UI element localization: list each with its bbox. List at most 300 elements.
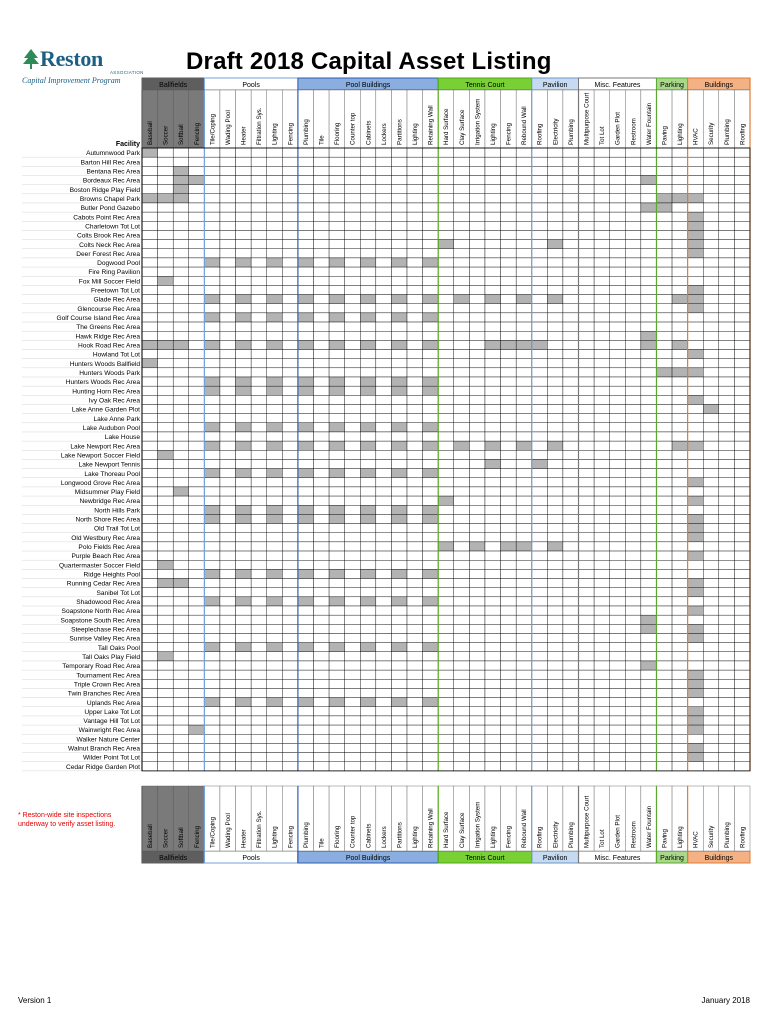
asset-cell [719, 322, 735, 331]
asset-cell [625, 285, 641, 294]
asset-cell [158, 743, 174, 752]
column-header: Paving [661, 829, 669, 848]
asset-cell [734, 542, 750, 551]
asset-cell [298, 762, 314, 771]
asset-cell [501, 221, 517, 230]
asset-cell [313, 377, 329, 386]
asset-cell [516, 505, 532, 514]
asset-cell [454, 514, 470, 523]
asset-cell [516, 240, 532, 249]
asset-cell [267, 249, 283, 258]
asset-cell [454, 423, 470, 432]
asset-cell [282, 258, 298, 267]
asset-cell [656, 533, 672, 542]
asset-cell [298, 267, 314, 276]
asset-cell [672, 487, 688, 496]
asset-cell [313, 725, 329, 734]
asset-cell [579, 569, 595, 578]
asset-cell [313, 524, 329, 533]
asset-cell [688, 157, 704, 166]
asset-cell [625, 762, 641, 771]
asset-cell [313, 588, 329, 597]
asset-cell [189, 404, 205, 413]
asset-cell [501, 450, 517, 459]
asset-cell [251, 194, 267, 203]
asset-cell [282, 221, 298, 230]
asset-cell [703, 679, 719, 688]
asset-cell [236, 560, 252, 569]
asset-cell [734, 606, 750, 615]
asset-cell [734, 643, 750, 652]
asset-cell [204, 212, 220, 221]
asset-cell [142, 688, 158, 697]
group-label: Ballfields [159, 82, 188, 89]
asset-cell [594, 533, 610, 542]
asset-cell [485, 386, 501, 395]
asset-cell [563, 716, 579, 725]
asset-cell [329, 313, 345, 322]
asset-cell [454, 652, 470, 661]
asset-cell [532, 753, 548, 762]
asset-cell [641, 175, 657, 184]
asset-cell [282, 240, 298, 249]
asset-cell [298, 212, 314, 221]
asset-cell [719, 249, 735, 258]
inspection-note: * Reston-wide site inspections underway to verify asset listing. [18, 812, 116, 828]
asset-cell [563, 258, 579, 267]
facility-name: Hunters Woods Park [79, 370, 140, 377]
asset-cell [345, 350, 361, 359]
asset-cell [236, 194, 252, 203]
column-header: Lockers [380, 123, 388, 145]
asset-cell [454, 221, 470, 230]
asset-cell [236, 441, 252, 450]
asset-cell [407, 386, 423, 395]
asset-cell [376, 240, 392, 249]
asset-cell [298, 524, 314, 533]
column-header: Water Fountain [645, 805, 653, 848]
asset-cell [236, 597, 252, 606]
asset-cell [516, 633, 532, 642]
asset-cell [158, 157, 174, 166]
asset-cell [672, 331, 688, 340]
column-header: Paving [661, 126, 669, 145]
asset-cell [641, 670, 657, 679]
asset-cell [454, 633, 470, 642]
asset-cell [703, 661, 719, 670]
column-header: Tile [318, 838, 326, 848]
asset-cell [641, 350, 657, 359]
asset-cell [251, 148, 267, 157]
asset-cell [594, 478, 610, 487]
column-header: Heater [240, 829, 248, 848]
asset-cell [641, 423, 657, 432]
asset-cell [594, 597, 610, 606]
asset-cell [734, 524, 750, 533]
asset-cell [423, 514, 439, 523]
asset-cell [173, 395, 189, 404]
asset-cell [579, 615, 595, 624]
asset-cell [547, 661, 563, 670]
column-header: Garden Plot [614, 111, 622, 145]
asset-cell [236, 249, 252, 258]
asset-cell [672, 404, 688, 413]
asset-cell [656, 496, 672, 505]
asset-cell [734, 359, 750, 368]
asset-cell [298, 249, 314, 258]
asset-cell [220, 478, 236, 487]
column-header: Softball [178, 827, 186, 848]
asset-cell [532, 395, 548, 404]
asset-cell [236, 762, 252, 771]
asset-cell [298, 624, 314, 633]
asset-cell [158, 679, 174, 688]
asset-cell [204, 377, 220, 386]
asset-cell [672, 670, 688, 679]
asset-cell [734, 624, 750, 633]
asset-cell [345, 331, 361, 340]
asset-cell [563, 395, 579, 404]
asset-cell [236, 743, 252, 752]
asset-cell [579, 469, 595, 478]
asset-cell [345, 404, 361, 413]
asset-cell [220, 258, 236, 267]
asset-cell [189, 166, 205, 175]
asset-cell [282, 212, 298, 221]
asset-cell [516, 157, 532, 166]
asset-cell [329, 725, 345, 734]
asset-cell [547, 194, 563, 203]
asset-cell [532, 185, 548, 194]
asset-cell [532, 652, 548, 661]
asset-cell [267, 707, 283, 716]
asset-cell [516, 579, 532, 588]
asset-cell [267, 597, 283, 606]
asset-cell [391, 524, 407, 533]
asset-cell [158, 148, 174, 157]
asset-cell [672, 423, 688, 432]
asset-cell [532, 441, 548, 450]
facility-name: Walker Nature Center [76, 736, 140, 744]
asset-cell [547, 432, 563, 441]
asset-cell [360, 514, 376, 523]
asset-cell [454, 240, 470, 249]
asset-cell [656, 185, 672, 194]
asset-cell [625, 331, 641, 340]
asset-cell [516, 615, 532, 624]
asset-cell [532, 221, 548, 230]
asset-cell [656, 688, 672, 697]
asset-cell [454, 588, 470, 597]
asset-cell [282, 661, 298, 670]
asset-cell [391, 285, 407, 294]
asset-cell [641, 404, 657, 413]
asset-cell [407, 624, 423, 633]
asset-cell [563, 304, 579, 313]
asset-cell [516, 643, 532, 652]
asset-cell [672, 313, 688, 322]
asset-cell [579, 432, 595, 441]
facility-name: Howland Tot Lot [92, 351, 140, 359]
asset-cell [267, 643, 283, 652]
asset-cell [204, 459, 220, 468]
asset-cell [345, 230, 361, 239]
asset-cell [516, 331, 532, 340]
asset-cell [438, 386, 454, 395]
asset-cell [703, 285, 719, 294]
asset-cell [454, 569, 470, 578]
asset-cell [656, 624, 672, 633]
asset-cell [298, 588, 314, 597]
facility-name: Colts Neck Rec Area [79, 241, 140, 249]
asset-cell [142, 203, 158, 212]
facility-name: Freetown Tot Lot [91, 287, 140, 295]
asset-cell [236, 588, 252, 597]
asset-cell [719, 560, 735, 569]
facility-name: Cabots Point Rec Area [73, 214, 140, 222]
asset-cell [204, 633, 220, 642]
asset-cell [734, 496, 750, 505]
asset-cell [251, 185, 267, 194]
asset-cell [376, 230, 392, 239]
asset-cell [610, 487, 626, 496]
asset-cell [719, 624, 735, 633]
asset-cell [282, 432, 298, 441]
asset-cell [501, 203, 517, 212]
asset-cell [625, 441, 641, 450]
asset-cell [625, 230, 641, 239]
asset-cell [672, 716, 688, 725]
column-header: Cabinets [365, 120, 373, 145]
asset-cell [438, 304, 454, 313]
asset-cell [625, 157, 641, 166]
asset-cell [158, 469, 174, 478]
asset-cell [625, 606, 641, 615]
asset-cell [173, 524, 189, 533]
asset-cell [656, 560, 672, 569]
asset-cell [313, 166, 329, 175]
asset-cell [688, 762, 704, 771]
asset-cell [719, 743, 735, 752]
asset-cell [438, 698, 454, 707]
asset-cell [625, 267, 641, 276]
asset-cell [563, 505, 579, 514]
asset-cell [703, 615, 719, 624]
asset-cell [329, 469, 345, 478]
asset-cell [547, 579, 563, 588]
asset-cell [267, 267, 283, 276]
asset-cell [610, 203, 626, 212]
asset-cell [236, 166, 252, 175]
asset-cell [703, 350, 719, 359]
asset-cell [204, 753, 220, 762]
facility-name: Ridge Heights Pool [83, 571, 140, 579]
asset-cell [454, 478, 470, 487]
asset-cell [267, 560, 283, 569]
asset-cell [282, 441, 298, 450]
asset-cell [236, 212, 252, 221]
asset-cell [734, 249, 750, 258]
asset-cell [438, 688, 454, 697]
asset-cell [423, 157, 439, 166]
asset-cell [360, 560, 376, 569]
asset-cell [672, 496, 688, 505]
asset-cell [656, 441, 672, 450]
asset-cell [236, 230, 252, 239]
asset-cell [703, 469, 719, 478]
asset-cell [563, 633, 579, 642]
asset-cell [734, 386, 750, 395]
asset-cell [142, 450, 158, 459]
asset-cell [469, 258, 485, 267]
asset-cell [391, 762, 407, 771]
asset-cell [267, 487, 283, 496]
asset-cell [360, 340, 376, 349]
asset-cell [501, 707, 517, 716]
asset-cell [282, 313, 298, 322]
asset-cell [423, 734, 439, 743]
asset-cell [267, 423, 283, 432]
asset-cell [656, 423, 672, 432]
asset-cell [391, 203, 407, 212]
asset-cell [329, 157, 345, 166]
asset-cell [438, 212, 454, 221]
asset-cell [360, 249, 376, 258]
asset-cell [204, 157, 220, 166]
asset-cell [204, 496, 220, 505]
asset-cell [625, 588, 641, 597]
asset-cell [516, 514, 532, 523]
asset-cell [672, 304, 688, 313]
asset-cell [579, 404, 595, 413]
asset-cell [625, 753, 641, 762]
asset-cell [454, 340, 470, 349]
asset-cell [516, 606, 532, 615]
asset-cell [625, 212, 641, 221]
asset-cell [454, 505, 470, 514]
asset-cell [656, 386, 672, 395]
facility-name: Old Trail Tot Lot [93, 525, 140, 533]
facility-name: North Shore Rec Area [75, 516, 140, 524]
asset-cell [220, 148, 236, 157]
asset-cell [173, 670, 189, 679]
asset-cell [376, 569, 392, 578]
asset-cell [423, 249, 439, 258]
asset-cell [173, 743, 189, 752]
asset-cell [158, 221, 174, 230]
asset-cell [563, 157, 579, 166]
asset-cell [594, 569, 610, 578]
asset-cell [610, 533, 626, 542]
asset-cell [516, 249, 532, 258]
asset-cell [220, 753, 236, 762]
asset-cell [345, 340, 361, 349]
asset-cell [313, 258, 329, 267]
asset-cell [688, 588, 704, 597]
asset-cell [688, 368, 704, 377]
asset-cell [485, 175, 501, 184]
asset-cell [376, 414, 392, 423]
asset-cell [189, 258, 205, 267]
asset-cell [298, 258, 314, 267]
asset-cell [267, 670, 283, 679]
asset-cell [298, 285, 314, 294]
asset-cell [438, 633, 454, 642]
asset-cell [423, 175, 439, 184]
asset-cell [158, 359, 174, 368]
asset-cell [313, 716, 329, 725]
asset-cell [204, 579, 220, 588]
asset-cell [376, 166, 392, 175]
asset-cell [376, 276, 392, 285]
asset-cell [579, 652, 595, 661]
asset-cell [438, 322, 454, 331]
asset-cell [220, 698, 236, 707]
asset-cell [142, 295, 158, 304]
asset-cell [703, 478, 719, 487]
asset-cell [329, 304, 345, 313]
asset-cell [360, 643, 376, 652]
asset-cell [423, 505, 439, 514]
asset-cell [313, 331, 329, 340]
asset-cell [423, 624, 439, 633]
asset-cell [485, 588, 501, 597]
asset-cell [173, 698, 189, 707]
asset-cell [563, 276, 579, 285]
asset-cell [267, 716, 283, 725]
asset-cell [173, 725, 189, 734]
asset-cell [625, 148, 641, 157]
asset-cell [703, 249, 719, 258]
asset-cell [703, 698, 719, 707]
asset-cell [391, 148, 407, 157]
asset-cell [469, 661, 485, 670]
asset-cell [438, 487, 454, 496]
asset-cell [298, 157, 314, 166]
asset-cell [391, 652, 407, 661]
asset-cell [220, 395, 236, 404]
asset-cell [142, 313, 158, 322]
asset-cell [547, 340, 563, 349]
asset-cell [329, 661, 345, 670]
asset-cell [672, 450, 688, 459]
asset-cell [189, 716, 205, 725]
column-header: Counter top [349, 112, 357, 145]
asset-cell [220, 533, 236, 542]
asset-cell [501, 579, 517, 588]
asset-cell [438, 588, 454, 597]
asset-cell [641, 469, 657, 478]
asset-cell [610, 313, 626, 322]
asset-cell [672, 368, 688, 377]
asset-cell [407, 505, 423, 514]
asset-cell [532, 514, 548, 523]
asset-cell [423, 450, 439, 459]
column-header: Flooring [334, 825, 342, 848]
asset-cell [360, 597, 376, 606]
asset-cell [189, 414, 205, 423]
asset-cell [641, 185, 657, 194]
asset-cell [236, 496, 252, 505]
asset-cell [454, 185, 470, 194]
asset-cell [376, 670, 392, 679]
asset-cell [563, 459, 579, 468]
asset-cell [610, 670, 626, 679]
asset-cell [672, 560, 688, 569]
column-header: Lighting [271, 123, 279, 145]
asset-cell [298, 514, 314, 523]
facility-name: Lake Newport Soccer Field [60, 452, 140, 460]
